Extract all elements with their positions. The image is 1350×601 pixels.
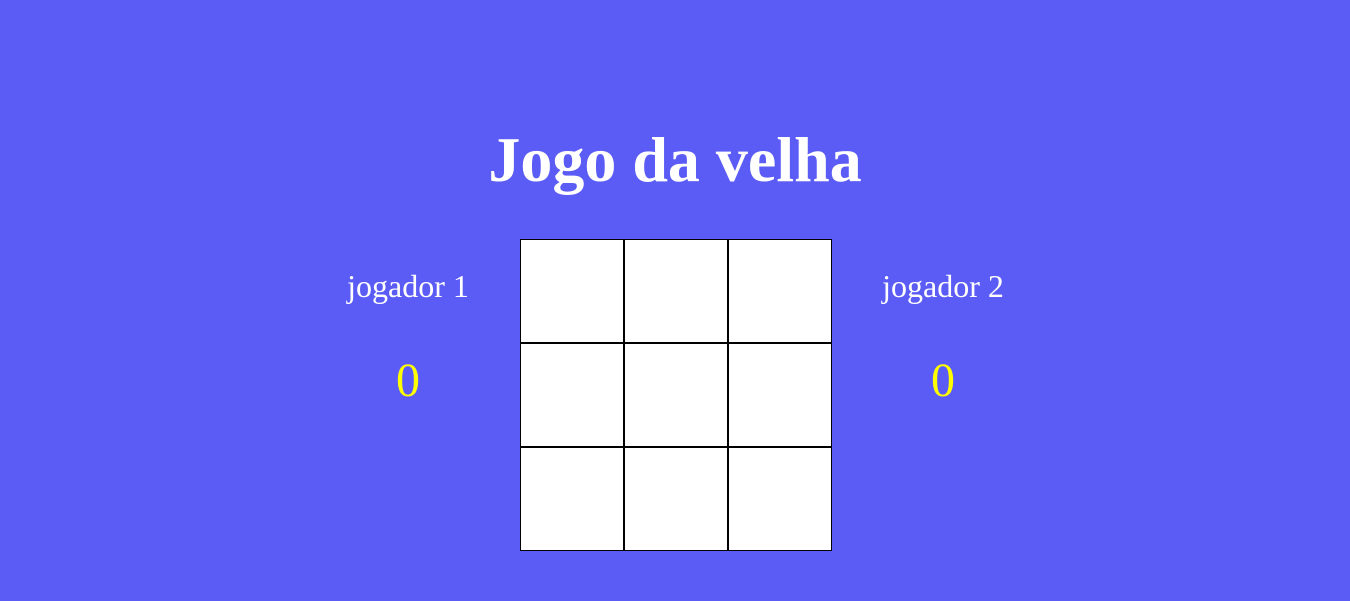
player-1-name: jogador 1 xyxy=(347,268,469,304)
player-2-name: jogador 2 xyxy=(882,268,1004,304)
player-2-panel xyxy=(823,266,1063,409)
board-cell-7[interactable] xyxy=(520,447,624,551)
page-title: Jogo da velha xyxy=(488,124,862,195)
board-cell-4[interactable] xyxy=(520,343,624,447)
game-board xyxy=(520,239,832,551)
player-1-score: 0 xyxy=(396,354,420,407)
board-cell-1[interactable] xyxy=(520,239,624,343)
player-2-score: 0 xyxy=(931,354,955,407)
board-cell-2[interactable] xyxy=(624,239,728,343)
board-cell-6[interactable] xyxy=(728,343,832,447)
player-1-panel xyxy=(288,266,528,409)
board-cell-5[interactable] xyxy=(624,343,728,447)
board-cell-3[interactable] xyxy=(728,239,832,343)
board-cell-8[interactable] xyxy=(624,447,728,551)
board-cell-9[interactable] xyxy=(728,447,832,551)
